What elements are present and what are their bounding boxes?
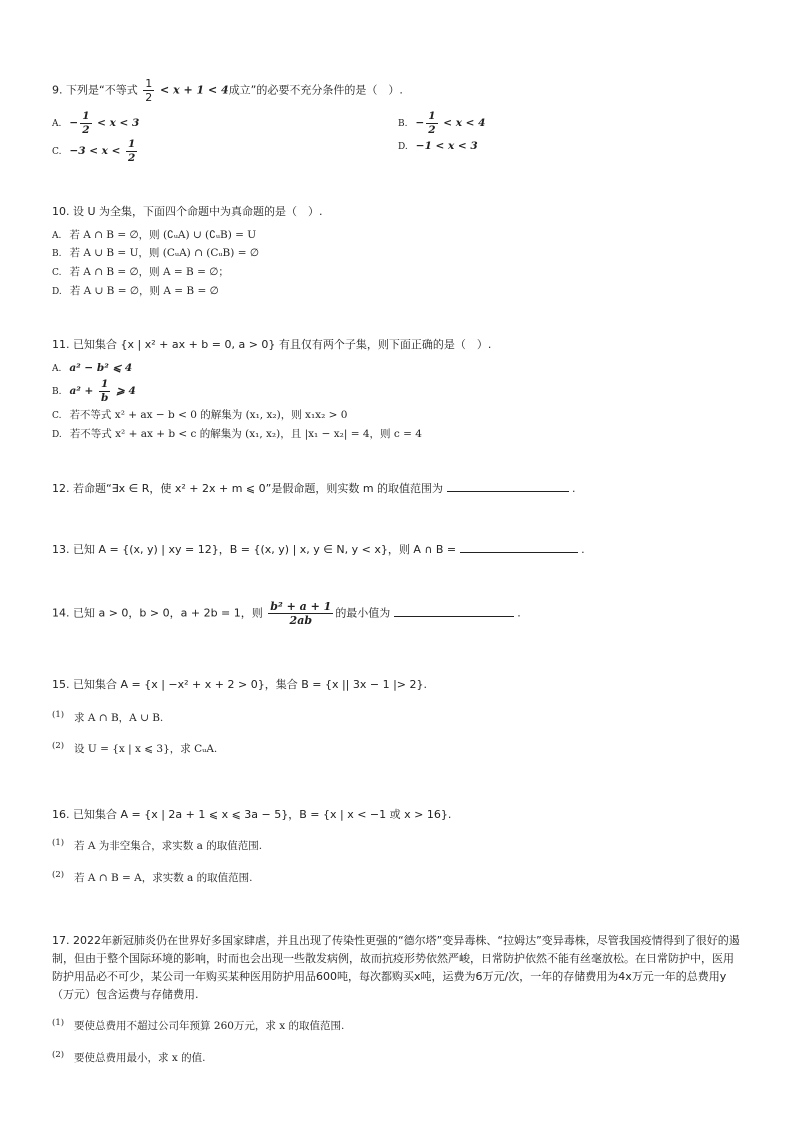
option-label: C. xyxy=(52,268,62,278)
q9c-den: 2 xyxy=(128,151,136,164)
option-label: A. xyxy=(52,119,62,129)
q9-fraction xyxy=(143,77,154,104)
question-9-stem xyxy=(52,77,403,104)
q11b-post: ⩾ 4 xyxy=(112,385,136,397)
answer-blank[interactable] xyxy=(394,616,514,617)
question-15-stem: 15. 已知集合 A = {x | −x² + x + 2 > 0}，集合 B = {x || 3x − 1 |> 2}. xyxy=(52,678,427,691)
q11-option-b[interactable] xyxy=(52,378,136,404)
option-label: B. xyxy=(398,119,408,129)
question-11-stem: 11. 已知集合 {x | x² + ax + b = 0, a > 0} 有且仅有两个子集，则下面正确的是（ ）. xyxy=(52,338,492,351)
q9a-den: 2 xyxy=(82,123,90,136)
option-label: C. xyxy=(52,411,62,421)
question-16-stem: 16. 已知集合 A = {x | 2a + 1 ⩽ x ⩽ 3a − 5}，B = {x | x < −1 或 x > 16}. xyxy=(52,808,452,821)
q9b-post: < x < 4 xyxy=(439,117,486,129)
q9-frac-den: 2 xyxy=(145,91,153,104)
q16-sub-2 xyxy=(52,870,253,885)
question-14 xyxy=(52,600,521,627)
q9-prefix: 9. 下列是“不等式 xyxy=(52,83,142,97)
option-label: A. xyxy=(52,231,62,241)
question-13 xyxy=(52,541,585,557)
q9c-num: 1 xyxy=(128,138,136,150)
q9b-pre: − xyxy=(415,117,425,129)
q14-prefix: 14. 已知 a > 0，b > 0，a + 2b = 1，则 xyxy=(52,606,267,620)
sub-text: 求 A ∩ B，A ∪ B. xyxy=(74,712,164,724)
sub-number: (1) xyxy=(52,1018,65,1028)
q9-option-b[interactable] xyxy=(398,110,485,136)
option-label: D. xyxy=(398,142,408,152)
q17-sub-1 xyxy=(52,1018,344,1033)
sub-number: (1) xyxy=(52,710,65,720)
q10-option-c[interactable] xyxy=(52,264,229,279)
q15-sub-1 xyxy=(52,710,163,725)
option-text: a² − b² ⩽ 4 xyxy=(69,362,133,374)
question-12 xyxy=(52,480,576,496)
q13-stem: 13. 已知 A = {(x, y) | xy = 12}，B = {(x, y) | x, y ∈ N, y < x}，则 A ∩ B = xyxy=(52,543,457,556)
q9-frac-num: 1 xyxy=(145,77,153,90)
option-text: 若 A ∩ B = ∅，则 (∁ᵤA) ∪ (∁ᵤB) = U xyxy=(69,229,257,241)
q13-tail: . xyxy=(577,543,585,556)
q11-option-c[interactable] xyxy=(52,407,347,422)
q9-option-a[interactable] xyxy=(52,110,139,136)
option-text: 若 A ∪ B = U，则 (CᵤA) ∩ (CᵤB) = ∅ xyxy=(69,247,259,259)
q11-option-d[interactable] xyxy=(52,426,422,441)
q15-sub-2 xyxy=(52,741,217,756)
q12-stem: 12. 若命题“∃x ∈ R，使 x² + 2x + m ⩽ 0”是假命题，则实数 m 的取值范围为 xyxy=(52,482,444,495)
option-label: D. xyxy=(52,430,62,440)
option-label: B. xyxy=(52,387,62,397)
q9-ineq: < x + 1 < 4 xyxy=(156,83,229,97)
q14-num: b² + a + 1 xyxy=(270,600,332,613)
option-text: 若 A ∪ B = ∅，则 A = B = ∅ xyxy=(69,285,219,297)
option-label: D. xyxy=(52,287,62,297)
q9d-text: −1 < x < 3 xyxy=(415,140,478,152)
option-label: A. xyxy=(52,364,62,374)
sub-text: 设 U = {x | x ⩽ 3}，求 CᵤA. xyxy=(74,743,218,755)
option-label: B. xyxy=(52,249,62,259)
sub-number: (2) xyxy=(52,870,65,880)
q11b-num: 1 xyxy=(101,378,109,390)
q12-tail: . xyxy=(568,482,576,495)
q9a-num: 1 xyxy=(82,110,90,122)
sub-text: 若 A 为非空集合，求实数 a 的取值范围. xyxy=(74,840,263,852)
q11b-den: b xyxy=(101,391,109,404)
q10-option-b[interactable] xyxy=(52,245,259,260)
q9-option-d[interactable] xyxy=(398,140,478,152)
sub-number: (2) xyxy=(52,1050,65,1060)
option-label: C. xyxy=(52,147,62,157)
sub-text: 若 A ∩ B = A，求实数 a 的取值范围. xyxy=(74,872,253,884)
option-text: 若 A ∩ B = ∅，则 A = B = ∅； xyxy=(69,266,229,278)
question-17-stem: 17. 2022年新冠肺炎仍在世界好多国家肆虐，并且出现了传染性更强的“德尔塔”变异毒株、“拉姆达”变异毒株，尽管我国疫情得到了很好的遏制，但由于整个国际环境的影响，时而也会出现一些散发病例，故而抗疫形势依然严峻，日常防护依然不能有丝毫放松。在日常防护中，医用防护用品必不可少，某公司一年购买某种医用防护用品600吨，每次都购买x吨，运费为6万元/次，一年的存储费用为4x万元一年的总费用y（万元）包含运费与存储费用. xyxy=(52,934,740,1001)
q9a-post: < x < 3 xyxy=(93,117,140,129)
q9a-pre: − xyxy=(69,117,79,129)
q17-sub-2 xyxy=(52,1050,205,1065)
q16-sub-1 xyxy=(52,838,262,853)
q9b-num: 1 xyxy=(428,110,436,122)
q14-tail: . xyxy=(513,606,521,620)
sub-number: (2) xyxy=(52,741,65,751)
q11-option-a[interactable] xyxy=(52,362,132,374)
q9b-den: 2 xyxy=(428,123,436,136)
q14-suffix: 的最小值为 xyxy=(335,606,391,620)
option-text: 若不等式 x² + ax − b < 0 的解集为 (x₁, x₂)，则 x₁x₂ > 0 xyxy=(69,409,348,421)
q10-option-a[interactable] xyxy=(52,227,256,242)
answer-blank[interactable] xyxy=(460,552,578,553)
q11b-pre: a² + xyxy=(69,385,97,397)
q9-option-c[interactable] xyxy=(52,138,139,164)
q9-suffix: 成立”的必要不充分条件的是（ ）. xyxy=(228,83,403,97)
q10-option-d[interactable] xyxy=(52,283,219,298)
option-text: 若不等式 x² + ax + b < c 的解集为 (x₁, x₂)，且 |x₁ − x₂| = 4，则 c = 4 xyxy=(69,428,422,440)
q14-den: 2ab xyxy=(268,613,333,627)
sub-text: 要使总费用不超过公司年预算 260万元，求 x 的取值范围. xyxy=(74,1020,345,1032)
q9c-pre: −3 < x < xyxy=(69,145,125,157)
question-10-stem: 10. 设 U 为全集，下面四个命题中为真命题的是（ ）. xyxy=(52,205,323,218)
sub-text: 要使总费用最小，求 x 的值. xyxy=(74,1052,206,1064)
answer-blank[interactable] xyxy=(447,491,569,492)
sub-number: (1) xyxy=(52,838,65,848)
